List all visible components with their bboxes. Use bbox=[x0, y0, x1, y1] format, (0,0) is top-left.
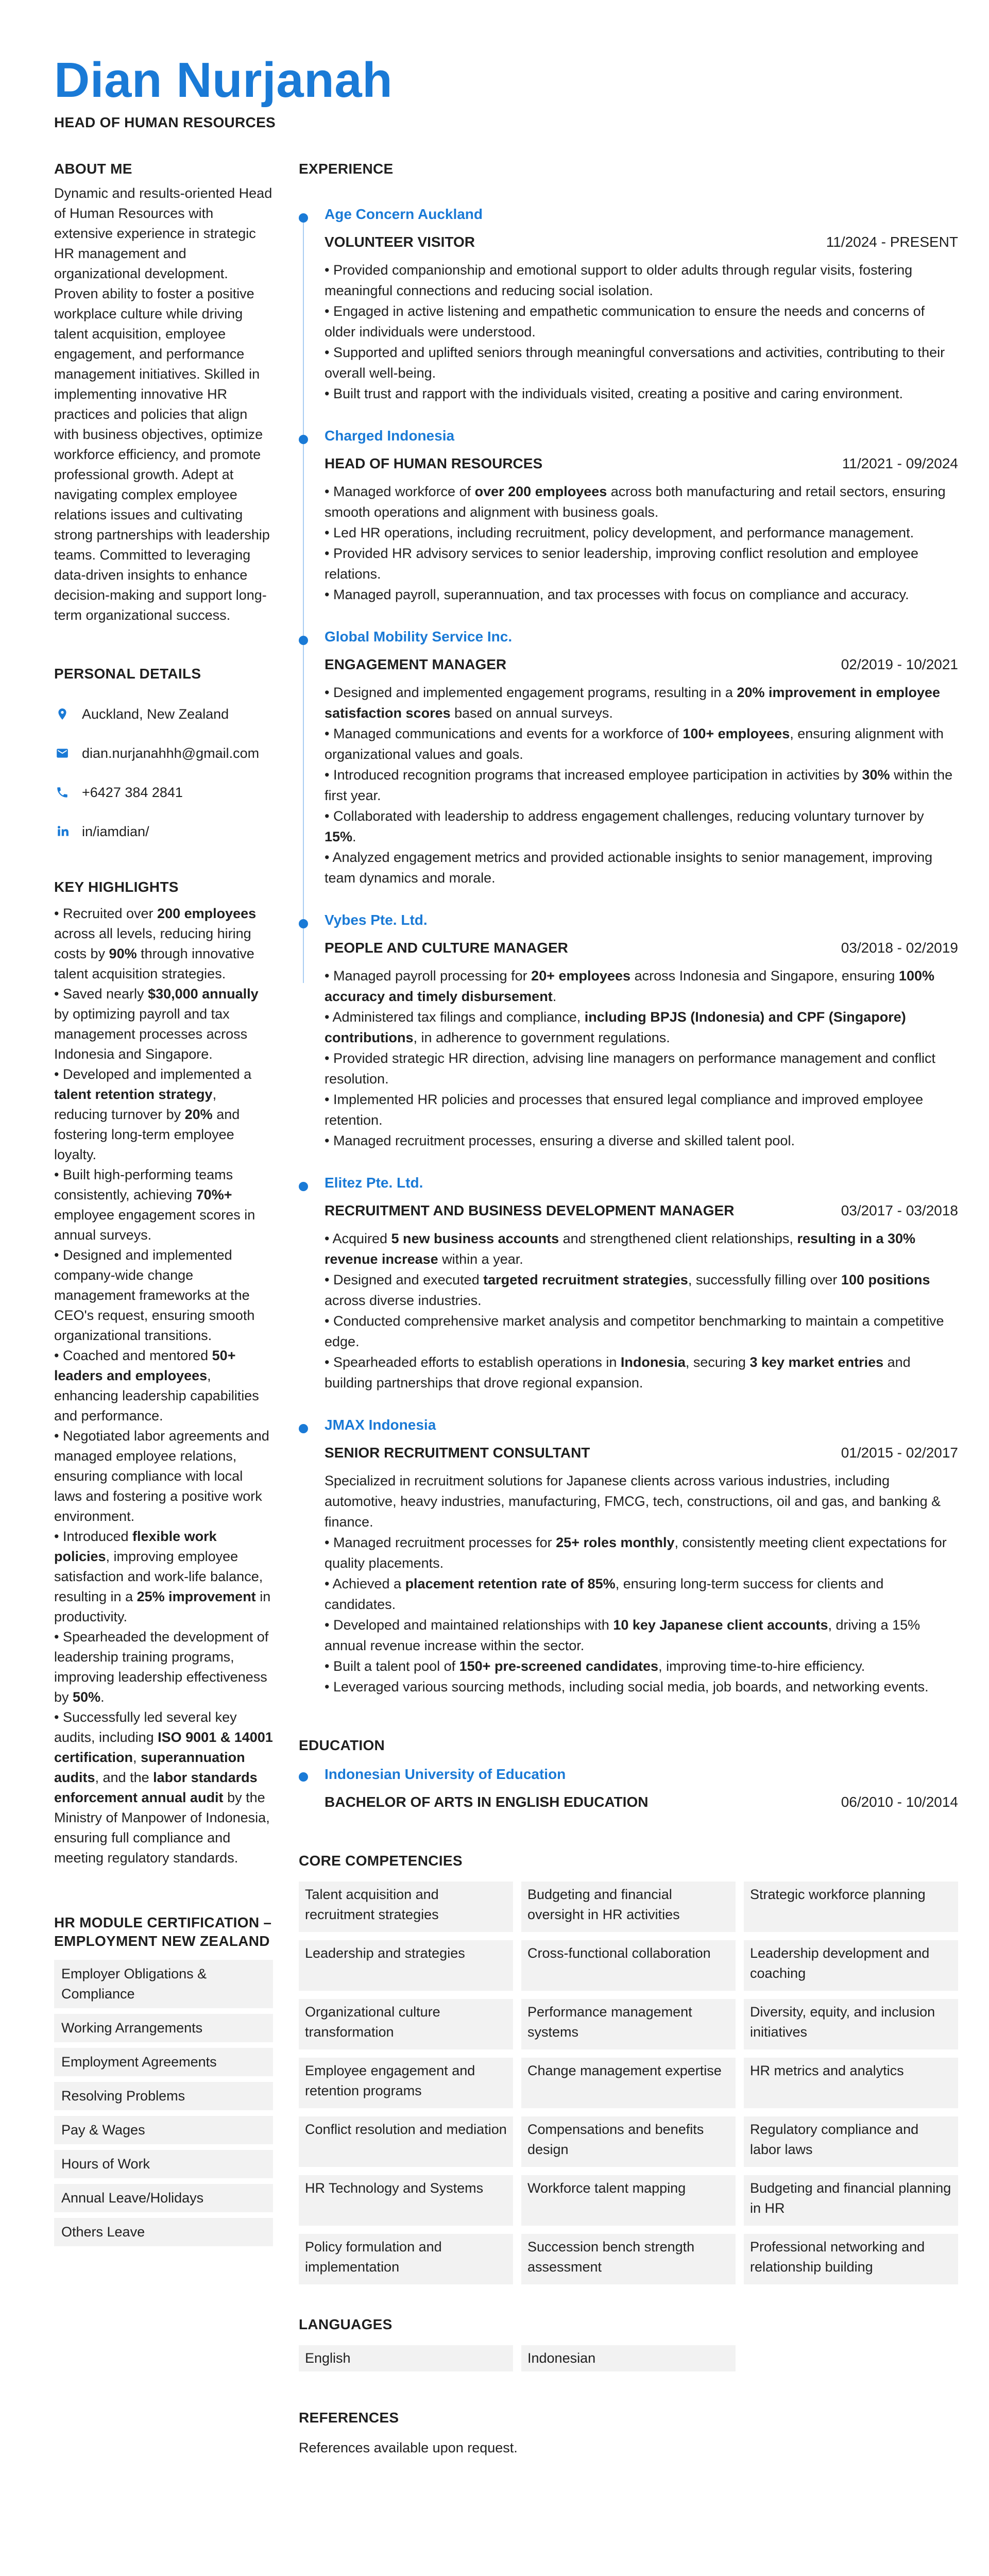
job-role-row bbox=[325, 1443, 958, 1463]
timeline-dot bbox=[299, 1772, 308, 1782]
job-bullet: • Provided companionship and emotional support to older adults through regular visits, fostering meaningful connections and reducing social isolation. bbox=[325, 262, 913, 298]
certification-item: Hours of Work bbox=[54, 2150, 273, 2178]
job-entry bbox=[325, 1155, 958, 1393]
job-description bbox=[325, 965, 958, 1151]
competencies-heading: CORE COMPETENCIES bbox=[299, 1853, 463, 1869]
candidate-title: HEAD OF HUMAN RESOURCES bbox=[54, 114, 276, 130]
job-role-row bbox=[325, 938, 958, 958]
emphasis-text: 70%+ bbox=[196, 1187, 232, 1202]
emphasis-text: 150+ pre-screened candidates bbox=[459, 1658, 659, 1674]
key-highlights-heading: KEY HIGHLIGHTS bbox=[54, 879, 179, 895]
emphasis-text: talent retention strategy bbox=[54, 1087, 213, 1102]
job-bullet: • Achieved a placement retention rate of 85%, ensuring long-term success for clients and candidates. bbox=[325, 1576, 884, 1612]
languages-grid bbox=[299, 2345, 958, 2371]
job-bullet: Specialized in recruitment solutions for Japanese clients across various industries, including automotive, heavy industries, manufacturing, FMCG, tech, constructions, oil and gas, and banking & finance. bbox=[325, 1473, 941, 1530]
emphasis-text: labor standards enforcement annual audit bbox=[54, 1770, 258, 1805]
references-text: References available upon request. bbox=[299, 2440, 518, 2455]
job-bullet: • Led HR operations, including recruitment, policy development, and performance management. bbox=[325, 525, 914, 540]
job-bullet: • Introduced recognition programs that increased employee participation in activities by 30% within the first year. bbox=[325, 767, 953, 803]
job-role-row bbox=[325, 1200, 958, 1221]
job-entry bbox=[325, 1397, 958, 1697]
competencies-section bbox=[299, 1852, 958, 2284]
phone-text[interactable]: +6427 384 2841 bbox=[82, 785, 183, 800]
job-role-row bbox=[325, 654, 958, 675]
job-description bbox=[325, 682, 958, 888]
education-school: Indonesian University of Education bbox=[325, 1766, 566, 1782]
emphasis-text: 20+ employees bbox=[531, 968, 631, 984]
job-bullet: • Designed and executed targeted recruitment strategies, successfully filling over 100 positions across diverse industries. bbox=[325, 1272, 930, 1308]
timeline-dot bbox=[299, 919, 308, 928]
location-text: Auckland, New Zealand bbox=[82, 706, 229, 722]
competency-item: Organizational culture transformation bbox=[299, 1999, 513, 2049]
references-section bbox=[299, 2409, 958, 2458]
job-role: ENGAGEMENT MANAGER bbox=[325, 656, 507, 672]
emphasis-text: 15% bbox=[325, 829, 353, 844]
experience-heading: EXPERIENCE bbox=[299, 161, 394, 177]
competency-item: Cross-functional collaboration bbox=[521, 1940, 736, 1991]
competency-item: Budgeting and financial oversight in HR activities bbox=[521, 1882, 736, 1932]
job-bullet: • Built a talent pool of 150+ pre-screened candidates, improving time-to-hire efficiency. bbox=[325, 1658, 865, 1674]
emphasis-text: 10 key Japanese client accounts bbox=[613, 1617, 828, 1633]
job-bullet: • Administered tax filings and compliance, including BPJS (Indonesia) and CPF (Singapore) contributions, in adherence to government regulations. bbox=[325, 1009, 906, 1045]
about-text: Dynamic and results-oriented Head of Human Resources with extensive experience in strategic HR management and organizational development. Proven ability to foster a positive workplace culture while driving talent acquisition, employee engagement, and performance management initiatives. Skilled in implementing innovative HR practices and policies that align with business objectives, optimize workforce efficiency, and promote professional growth. Adept at navigating complex employee relations issues and cultivating strong partnerships with leadership teams. Committed to leveraging data-driven insights to enhance decision-making and support long-term organizational success. bbox=[54, 185, 272, 623]
job-entry bbox=[325, 609, 958, 888]
job-bullet: • Provided strategic HR direction, advising line managers on performance management and conflict resolution. bbox=[325, 1050, 936, 1087]
competency-item: Talent acquisition and recruitment strategies bbox=[299, 1882, 513, 1932]
emphasis-text: 20% bbox=[184, 1107, 213, 1122]
languages-heading: LANGUAGES bbox=[299, 2316, 393, 2332]
resume-columns bbox=[54, 160, 958, 2458]
education-heading: EDUCATION bbox=[299, 1737, 385, 1753]
education-section bbox=[299, 1736, 958, 1812]
emphasis-text: targeted recruitment strategies bbox=[483, 1272, 688, 1287]
job-role: VOLUNTEER VISITOR bbox=[325, 234, 475, 250]
about-heading: ABOUT ME bbox=[54, 161, 132, 177]
phone-item[interactable] bbox=[54, 773, 273, 812]
competency-item: Professional networking and relationship building bbox=[744, 2234, 958, 2284]
competency-item: Performance management systems bbox=[521, 1999, 736, 2049]
job-bullet: • Managed recruitment processes for 25+ roles monthly, consistently meeting client expectations for quality placements. bbox=[325, 1535, 947, 1571]
job-bullet: • Spearheaded efforts to establish operations in Indonesia, securing 3 key market entries and building partnerships that drove regional expansion. bbox=[325, 1354, 911, 1391]
personal-details-list bbox=[54, 694, 273, 851]
emphasis-text: 5 new business accounts bbox=[391, 1231, 559, 1246]
highlight-item: • Saved nearly $30,000 annually by optimizing payroll and tax management processes across Indonesia and Singapore. bbox=[54, 986, 259, 1062]
language-item: Indonesian bbox=[521, 2345, 736, 2371]
job-description bbox=[325, 1228, 958, 1393]
job-bullet: • Engaged in active listening and empathetic communication to ensure the needs and concerns of older individuals were understood. bbox=[325, 303, 925, 340]
job-bullet: • Developed and maintained relationships with 10 key Japanese client accounts, driving a 15% annual revenue increase within the sector. bbox=[325, 1617, 920, 1653]
emphasis-text: 100% accuracy and timely disbursement bbox=[325, 968, 934, 1004]
job-bullet: • Managed recruitment processes, ensuring a diverse and skilled talent pool. bbox=[325, 1133, 795, 1148]
competency-item: Leadership development and coaching bbox=[744, 1940, 958, 1991]
candidate-name: Dian Nurjanah bbox=[54, 53, 393, 108]
job-role: SENIOR RECRUITMENT CONSULTANT bbox=[325, 1445, 590, 1461]
job-company: Vybes Pte. Ltd. bbox=[325, 912, 428, 928]
job-dates: 11/2021 - 09/2024 bbox=[842, 455, 958, 471]
timeline-dot bbox=[299, 213, 308, 223]
competency-item: Employee engagement and retention programs bbox=[299, 2058, 513, 2108]
job-bullet: • Supported and uplifted seniors through meaningful conversations and activities, contributing to their overall well-being. bbox=[325, 345, 945, 381]
job-company: Age Concern Auckland bbox=[325, 206, 483, 222]
location-pin-icon bbox=[54, 706, 71, 722]
education-entry bbox=[299, 1764, 958, 1812]
timeline-dot bbox=[299, 435, 308, 444]
competencies-grid bbox=[299, 1882, 958, 2284]
references-heading: REFERENCES bbox=[299, 2410, 399, 2426]
emphasis-text: placement retention rate of 85% bbox=[405, 1576, 616, 1591]
phone-icon bbox=[54, 784, 71, 801]
competency-item: HR Technology and Systems bbox=[299, 2175, 513, 2226]
certification-list bbox=[54, 1960, 273, 2246]
competency-item: Policy formulation and implementation bbox=[299, 2234, 513, 2284]
emphasis-text: Indonesia bbox=[620, 1354, 686, 1370]
linkedin-icon bbox=[54, 823, 71, 840]
competency-item: Regulatory compliance and labor laws bbox=[744, 2116, 958, 2167]
competency-item: Compensations and benefits design bbox=[521, 2116, 736, 2167]
emphasis-text: including BPJS (Indonesia) and CPF (Singapore) contributions bbox=[325, 1009, 906, 1045]
certification-item: Working Arrangements bbox=[54, 2014, 273, 2042]
job-dates: 11/2024 - PRESENT bbox=[826, 234, 958, 250]
job-description bbox=[325, 481, 958, 605]
competency-item: Change management expertise bbox=[521, 2058, 736, 2108]
email-item[interactable] bbox=[54, 734, 273, 773]
certification-item: Pay & Wages bbox=[54, 2116, 273, 2144]
job-bullet: • Analyzed engagement metrics and provided actionable insights to senior management, improving team dynamics and morale. bbox=[325, 850, 933, 886]
email-icon bbox=[54, 745, 71, 761]
job-bullet: • Managed payroll processing for 20+ employees across Indonesia and Singapore, ensuring 100% accuracy and timely disbursement. bbox=[325, 968, 934, 1004]
job-bullet: • Implemented HR policies and processes that ensured legal compliance and improved employee retention. bbox=[325, 1092, 924, 1128]
highlight-item: • Coached and mentored 50+ leaders and employees, enhancing leadership capabilities and performance. bbox=[54, 1348, 259, 1423]
emphasis-text: resulting in a 30% revenue increase bbox=[325, 1231, 916, 1267]
competency-item: Workforce talent mapping bbox=[521, 2175, 736, 2226]
job-entry bbox=[325, 892, 958, 1151]
job-company: JMAX Indonesia bbox=[325, 1417, 436, 1433]
email-link[interactable]: dian.nurjanahhh@gmail.com bbox=[82, 745, 260, 761]
emphasis-text: $30,000 annually bbox=[148, 986, 259, 1002]
timeline-line bbox=[303, 216, 304, 983]
emphasis-text: 20% improvement in employee satisfaction scores bbox=[325, 685, 941, 721]
job-dates: 03/2018 - 02/2019 bbox=[841, 940, 958, 956]
emphasis-text: 25% improvement bbox=[137, 1589, 256, 1604]
competency-item: Leadership and strategies bbox=[299, 1940, 513, 1991]
emphasis-text: 90% bbox=[109, 946, 137, 961]
highlight-item: • Successfully led several key audits, including ISO 9001 & 14001 certification, superannuation audits, and the labor standards enforcement annual audit by the Ministry of Manpower of Indonesia, ensuring full compliance and meeting regulatory standards. bbox=[54, 1709, 273, 1866]
certification-item: Annual Leave/Holidays bbox=[54, 2184, 273, 2212]
key-highlights-list bbox=[54, 904, 273, 1868]
job-dates: 01/2015 - 02/2017 bbox=[841, 1445, 958, 1461]
emphasis-text: 200 employees bbox=[157, 906, 257, 921]
highlight-item: • Designed and implemented company-wide change management frameworks at the CEO's request, ensuring smooth organizational transitions. bbox=[54, 1247, 255, 1343]
emphasis-text: 50+ leaders and employees bbox=[54, 1348, 236, 1383]
timeline-dot bbox=[299, 1424, 308, 1433]
job-company: Charged Indonesia bbox=[325, 428, 455, 444]
emphasis-text: 30% bbox=[862, 767, 890, 783]
emphasis-text: 100 positions bbox=[841, 1272, 930, 1287]
job-description bbox=[325, 260, 958, 404]
emphasis-text: 3 key market entries bbox=[749, 1354, 884, 1370]
languages-section bbox=[299, 2315, 958, 2371]
job-bullet: • Managed workforce of over 200 employees across both manufacturing and retail sectors, ensuring smooth operations and alignment with business goals. bbox=[325, 484, 946, 520]
experience-section bbox=[299, 160, 958, 1697]
about-section bbox=[54, 160, 273, 625]
personal-details-section bbox=[54, 665, 273, 851]
experience-timeline bbox=[299, 187, 958, 1697]
competency-item: HR metrics and analytics bbox=[744, 2058, 958, 2108]
certification-item: Resolving Problems bbox=[54, 2082, 273, 2110]
job-bullet: • Managed payroll, superannuation, and tax processes with focus on compliance and accuracy. bbox=[325, 587, 909, 602]
competency-item: Conflict resolution and mediation bbox=[299, 2116, 513, 2167]
emphasis-text: superannuation audits bbox=[54, 1750, 245, 1785]
left-column bbox=[54, 160, 273, 2458]
certification-heading: HR MODULE CERTIFICATION – EMPLOYMENT NEW ZEALAND bbox=[54, 1914, 272, 1949]
job-entry bbox=[325, 187, 958, 404]
highlight-item: • Introduced flexible work policies, improving employee satisfaction and work-life balance, resulting in a 25% improvement in productivity. bbox=[54, 1529, 271, 1624]
personal-details-heading: PERSONAL DETAILS bbox=[54, 666, 201, 682]
certification-item: Employment Agreements bbox=[54, 2048, 273, 2076]
right-column bbox=[299, 160, 958, 2458]
certification-item: Employer Obligations & Compliance bbox=[54, 1960, 273, 2008]
job-bullet: • Managed communications and events for a workforce of 100+ employees, ensuring alignment with organizational values and goals. bbox=[325, 726, 944, 762]
job-bullet: • Collaborated with leadership to address engagement challenges, reducing voluntary turnover by 15%. bbox=[325, 808, 924, 844]
highlight-item: • Negotiated labor agreements and managed employee relations, ensuring compliance with local laws and fostering a positive work environment. bbox=[54, 1428, 269, 1524]
competency-item: Diversity, equity, and inclusion initiatives bbox=[744, 1999, 958, 2049]
certification-item: Others Leave bbox=[54, 2218, 273, 2246]
job-bullet: • Provided HR advisory services to senior leadership, improving conflict resolution and employee relations. bbox=[325, 546, 918, 582]
highlight-item: • Built high-performing teams consistently, achieving 70%+ employee engagement scores in annual surveys. bbox=[54, 1167, 255, 1243]
education-row bbox=[325, 1792, 958, 1812]
competency-item: Succession bench strength assessment bbox=[521, 2234, 736, 2284]
job-bullet: • Leveraged various sourcing methods, including social media, job boards, and networking events. bbox=[325, 1679, 929, 1694]
job-bullet: • Designed and implemented engagement programs, resulting in a 20% improvement in employee satisfaction scores based on annual surveys. bbox=[325, 685, 941, 721]
job-role: RECRUITMENT AND BUSINESS DEVELOPMENT MANAGER bbox=[325, 1202, 735, 1218]
highlight-item: • Developed and implemented a talent retention strategy, reducing turnover by 20% and fostering long-term employee loyalty. bbox=[54, 1066, 252, 1162]
certification-section bbox=[54, 1913, 273, 2246]
language-item: English bbox=[299, 2345, 513, 2371]
job-role: HEAD OF HUMAN RESOURCES bbox=[325, 455, 543, 471]
job-role-row bbox=[325, 232, 958, 252]
emphasis-text: 100+ employees bbox=[683, 726, 790, 741]
emphasis-text: ISO 9001 & 14001 certification bbox=[54, 1730, 273, 1765]
highlight-item: • Recruited over 200 employees across all levels, reducing hiring costs by 90% through innovative talent acquisition strategies. bbox=[54, 906, 257, 981]
job-entry bbox=[325, 408, 958, 605]
job-bullet: • Built trust and rapport with the individuals visited, creating a positive and caring environment. bbox=[325, 386, 903, 401]
competency-item: Budgeting and financial planning in HR bbox=[744, 2175, 958, 2226]
job-dates: 02/2019 - 10/2021 bbox=[841, 656, 958, 672]
timeline-dot bbox=[299, 1182, 308, 1191]
job-role: PEOPLE AND CULTURE MANAGER bbox=[325, 940, 568, 956]
job-description bbox=[325, 1470, 958, 1697]
highlight-item: • Spearheaded the development of leadership training programs, improving leadership effectiveness by 50%. bbox=[54, 1629, 269, 1705]
emphasis-text: flexible work policies bbox=[54, 1529, 217, 1564]
emphasis-text: 25+ roles monthly bbox=[556, 1535, 675, 1550]
resume-header bbox=[54, 50, 935, 133]
timeline-dot bbox=[299, 636, 308, 645]
key-highlights-section bbox=[54, 878, 273, 1868]
linkedin-item[interactable] bbox=[54, 812, 273, 851]
job-dates: 03/2017 - 03/2018 bbox=[841, 1202, 958, 1218]
emphasis-text: 50% bbox=[73, 1689, 101, 1705]
location-item bbox=[54, 694, 273, 734]
education-degree: BACHELOR OF ARTS IN ENGLISH EDUCATION bbox=[325, 1794, 649, 1810]
education-dates: 06/2010 - 10/2014 bbox=[841, 1794, 958, 1810]
linkedin-link[interactable]: in/iamdian/ bbox=[82, 824, 149, 839]
job-bullet: • Acquired 5 new business accounts and strengthened client relationships, resulting in a 30% revenue increase within a year. bbox=[325, 1231, 916, 1267]
job-bullet: • Conducted comprehensive market analysis and competitor benchmarking to maintain a competitive edge. bbox=[325, 1313, 944, 1349]
job-company: Global Mobility Service Inc. bbox=[325, 629, 513, 645]
emphasis-text: over 200 employees bbox=[474, 484, 607, 499]
competency-item: Strategic workforce planning bbox=[744, 1882, 958, 1932]
job-role-row bbox=[325, 453, 958, 474]
job-company: Elitez Pte. Ltd. bbox=[325, 1175, 423, 1191]
